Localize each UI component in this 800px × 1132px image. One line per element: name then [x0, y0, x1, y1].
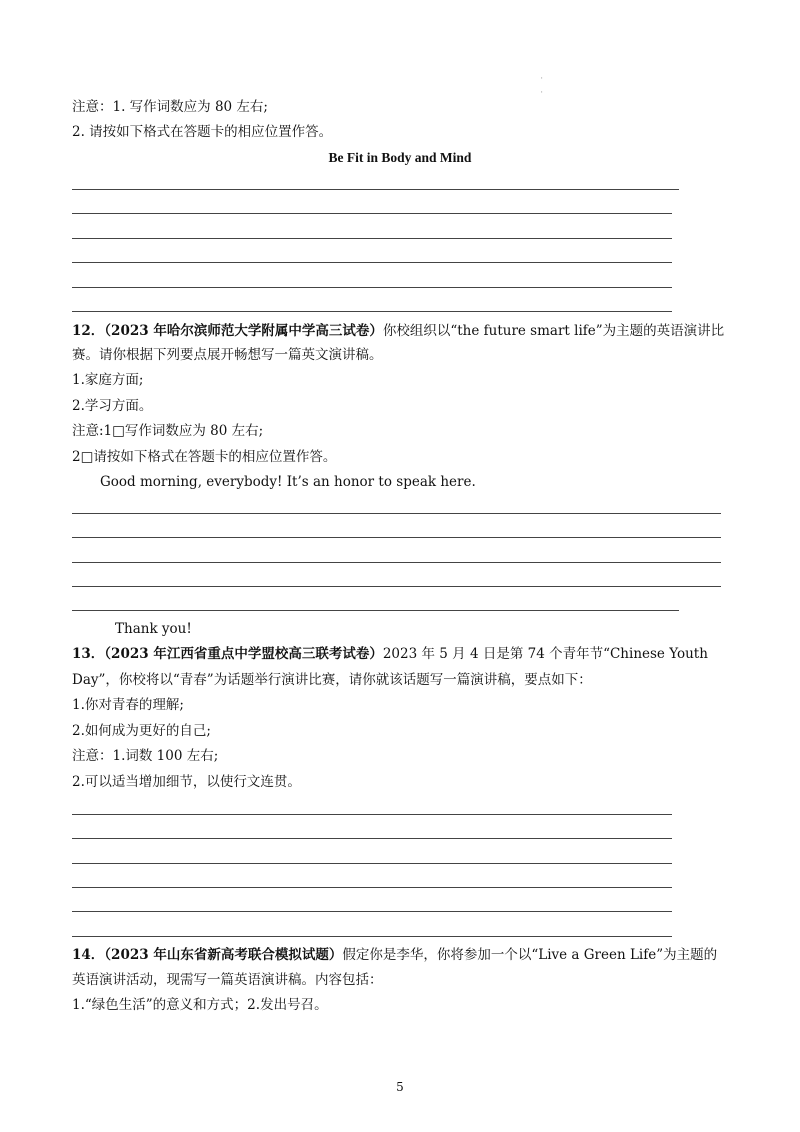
answer-line	[72, 936, 672, 937]
q13-note-2: 2.可以适当增加细节，以使行文连贯。	[72, 774, 301, 790]
answer-line	[72, 513, 721, 514]
header-mark: '	[541, 77, 543, 84]
page-number: 5	[396, 1080, 404, 1094]
q12-prompt-line-2: 赛。请你根据下列要点展开畅想写一篇英文演讲稿。	[72, 347, 383, 363]
q13-point-1: 1.你对青春的理解;	[72, 697, 184, 713]
answer-line	[72, 189, 679, 190]
answer-line	[72, 213, 672, 214]
answer-line	[72, 887, 672, 888]
answer-line	[72, 863, 672, 864]
q12-note-2: 2□请按如下格式在答题卡的相应位置作答。	[72, 449, 337, 465]
q12-prompt-text: 你校组织以“the future smart life”为主题的英语演讲比	[382, 323, 725, 339]
header-marks	[541, 74, 543, 102]
q14-points: 1.“绿色生活”的意义和方式；2.发出号召。	[72, 997, 328, 1013]
q13-note-1: 注意：1.词数 100 左右;	[72, 748, 219, 764]
answer-line	[72, 262, 672, 263]
answer-line	[72, 838, 672, 839]
q12-opening-sentence: Good morning, everybody! It’s an honor to speak here.	[100, 474, 476, 490]
q12-point-1: 1.家庭方面;	[72, 372, 144, 388]
q13-number: 13．	[72, 646, 105, 662]
q12-prompt-line-1	[72, 321, 724, 341]
q11-note-1: 注意：1. 写作词数应为 80 左右;	[72, 99, 268, 115]
q14-source: （2023 年山东省新高考联合模拟试题）	[104, 947, 343, 963]
answer-line	[72, 610, 679, 611]
answer-line	[72, 911, 672, 912]
answer-line	[72, 311, 672, 312]
q13-point-2: 2.如何成为更好的自己;	[72, 723, 211, 739]
q13-prompt-line-1	[72, 644, 708, 664]
answer-line	[72, 238, 672, 239]
q12-point-2: 2.学习方面。	[72, 398, 153, 414]
q14-prompt-text: 假定你是李华，你将参加一个以“Live a Green Life”为主题的	[342, 947, 718, 963]
q13-prompt-text: 2023 年 5 月 4 日是第 74 个青年节“Chinese Youth	[382, 646, 708, 662]
q13-prompt-line-2: Day”，你校将以“青春”为话题举行演讲比赛，请你就该话题写一篇演讲稿，要点如下：	[72, 672, 592, 688]
answer-line	[72, 814, 672, 815]
answer-line	[72, 586, 721, 587]
q11-note-2: 2. 请按如下格式在答题卡的相应位置作答。	[72, 124, 333, 140]
q14-number: 14．	[72, 947, 105, 963]
header-mark: '	[541, 91, 543, 98]
q13-source: （2023 年江西省重点中学盟校高三联考试卷）	[104, 646, 383, 662]
q12-closing-sentence: Thank you!	[115, 621, 192, 637]
q14-prompt-line-1	[72, 945, 717, 965]
q14-prompt-line-2: 英语演讲活动，现需写一篇英语演讲稿。内容包括：	[72, 972, 383, 988]
answer-line	[72, 537, 721, 538]
answer-line	[72, 562, 721, 563]
q12-note-1: 注意:1□写作词数应为 80 左右;	[72, 423, 264, 439]
q11-essay-title: Be Fit in Body and Mind	[328, 150, 472, 165]
q12-number: 12．	[72, 323, 105, 339]
q12-source: （2023 年哈尔滨师范大学附属中学高三试卷）	[104, 323, 383, 339]
answer-line	[72, 287, 672, 288]
